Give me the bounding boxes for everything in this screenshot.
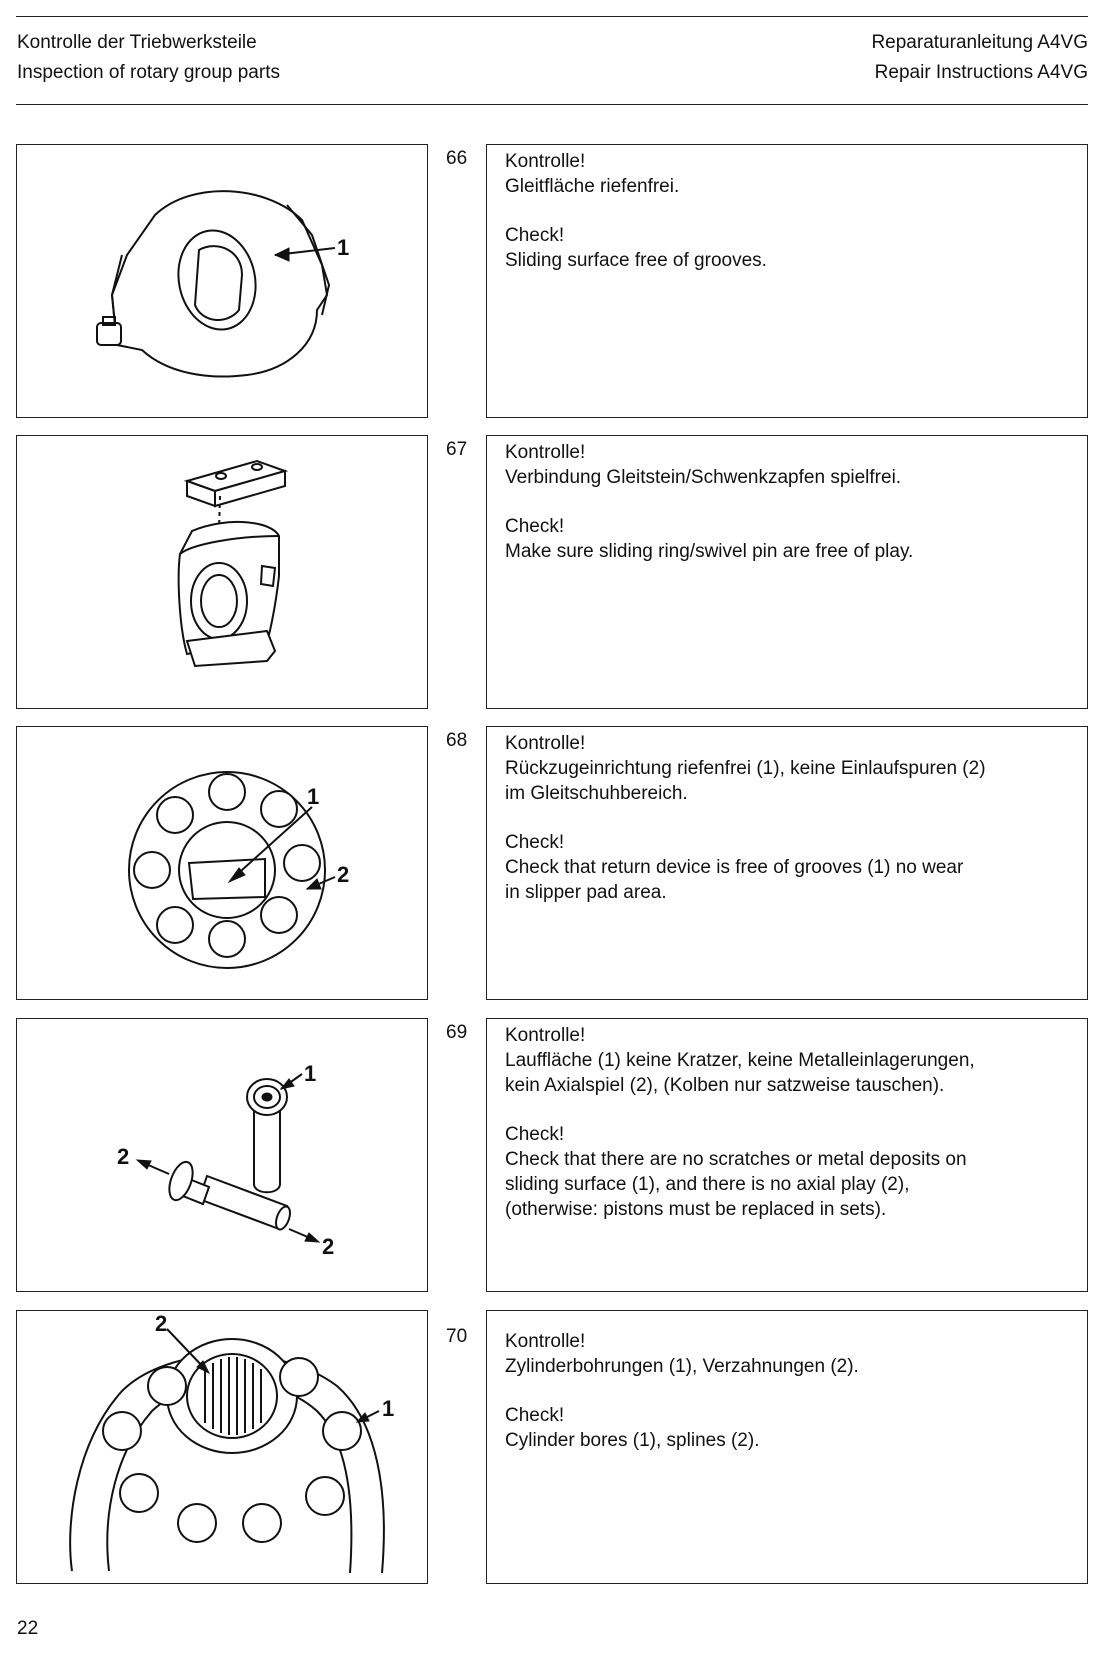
step-69-en-line-3: (otherwise: pistons must be replaced in sets). <box>505 1199 887 1220</box>
swashplate-sliding-surface-illustration <box>17 145 426 416</box>
step-69-en-heading: Check! <box>505 1124 565 1145</box>
figure-68-label-2: 2 <box>337 862 350 887</box>
header-bottom-rule <box>16 104 1088 105</box>
step-67-de-line: Verbindung Gleitstein/Schwenkzapfen spielfrei. <box>505 467 902 488</box>
figure-69-label-2a: 2 <box>117 1144 130 1169</box>
step-70-en-line: Cylinder bores (1), splines (2). <box>505 1430 760 1451</box>
figure-70-label-2: 2 <box>155 1311 168 1336</box>
header-doc-de: Reparaturanleitung A4VG <box>871 32 1088 53</box>
figure-69-label-2b: 2 <box>322 1234 335 1259</box>
step-70-en-heading: Check! <box>505 1405 565 1426</box>
step-number-67: 67 <box>446 439 468 460</box>
step-number-70: 70 <box>446 1326 468 1347</box>
step-69-de-line-1: Lauffläche (1) keine Kratzer, keine Metalleinlagerungen, <box>505 1050 975 1071</box>
step-68-de-line-1: Rückzugeinrichtung riefenfrei (1), keine Einlaufspuren (2) <box>505 758 986 779</box>
step-68-en-heading: Check! <box>505 832 565 853</box>
step-68-text <box>486 726 1088 1000</box>
step-66-en-heading: Check! <box>505 225 565 246</box>
header-doc-en: Repair Instructions A4VG <box>874 62 1088 83</box>
figure-66-label-1: 1 <box>337 235 350 260</box>
step-68-en-line-1: Check that return device is free of grooves (1) no wear <box>505 857 964 878</box>
pistons-illustration <box>17 1019 426 1290</box>
step-number-68: 68 <box>446 730 468 751</box>
step-69-de-heading: Kontrolle! <box>505 1025 586 1046</box>
step-66-de-line: Gleitfläche riefenfrei. <box>505 176 680 197</box>
step-69-de-line-2: kein Axialspiel (2), (Kolben nur satzweise tauschen). <box>505 1075 945 1096</box>
step-68-en-line-2: in slipper pad area. <box>505 882 667 903</box>
figure-step-66 <box>16 144 428 418</box>
cylinder-block-illustration <box>17 1311 426 1582</box>
figure-70-label-1: 1 <box>382 1396 395 1421</box>
figure-69-label-1: 1 <box>304 1061 317 1086</box>
step-69-text <box>486 1018 1088 1292</box>
header-title-de: Kontrolle der Triebwerksteile <box>17 32 257 53</box>
step-70-de-line: Zylinderbohrungen (1), Verzahnungen (2). <box>505 1356 859 1377</box>
figure-68-label-1: 1 <box>307 784 320 809</box>
figure-step-68 <box>16 726 428 1000</box>
header-left <box>17 28 280 88</box>
step-67-en-heading: Check! <box>505 516 565 537</box>
step-66-en-line: Sliding surface free of grooves. <box>505 250 767 271</box>
header-right <box>871 28 1088 88</box>
step-67-text <box>486 435 1088 709</box>
header-title-en: Inspection of rotary group parts <box>17 62 280 83</box>
figure-step-69 <box>16 1018 428 1292</box>
step-66-text <box>486 144 1088 418</box>
step-66-de-heading: Kontrolle! <box>505 151 586 172</box>
step-68-de-heading: Kontrolle! <box>505 733 586 754</box>
step-70-de-heading: Kontrolle! <box>505 1331 586 1352</box>
step-number-66: 66 <box>446 148 468 169</box>
step-number-69: 69 <box>446 1022 468 1043</box>
figure-step-70 <box>16 1310 428 1584</box>
step-68-de-line-2: im Gleitschuhbereich. <box>505 783 688 804</box>
step-69-en-line-2: sliding surface (1), and there is no axial play (2), <box>505 1174 910 1195</box>
figure-step-67 <box>16 435 428 709</box>
page-number: 22 <box>17 1618 39 1639</box>
sliding-ring-swivel-pin-illustration <box>17 436 426 707</box>
header-top-rule <box>16 16 1088 17</box>
return-device-illustration <box>17 727 426 998</box>
step-67-de-heading: Kontrolle! <box>505 442 586 463</box>
step-70-text <box>486 1310 1088 1584</box>
step-67-en-line: Make sure sliding ring/swivel pin are free of play. <box>505 541 914 562</box>
step-69-en-line-1: Check that there are no scratches or metal deposits on <box>505 1149 967 1170</box>
